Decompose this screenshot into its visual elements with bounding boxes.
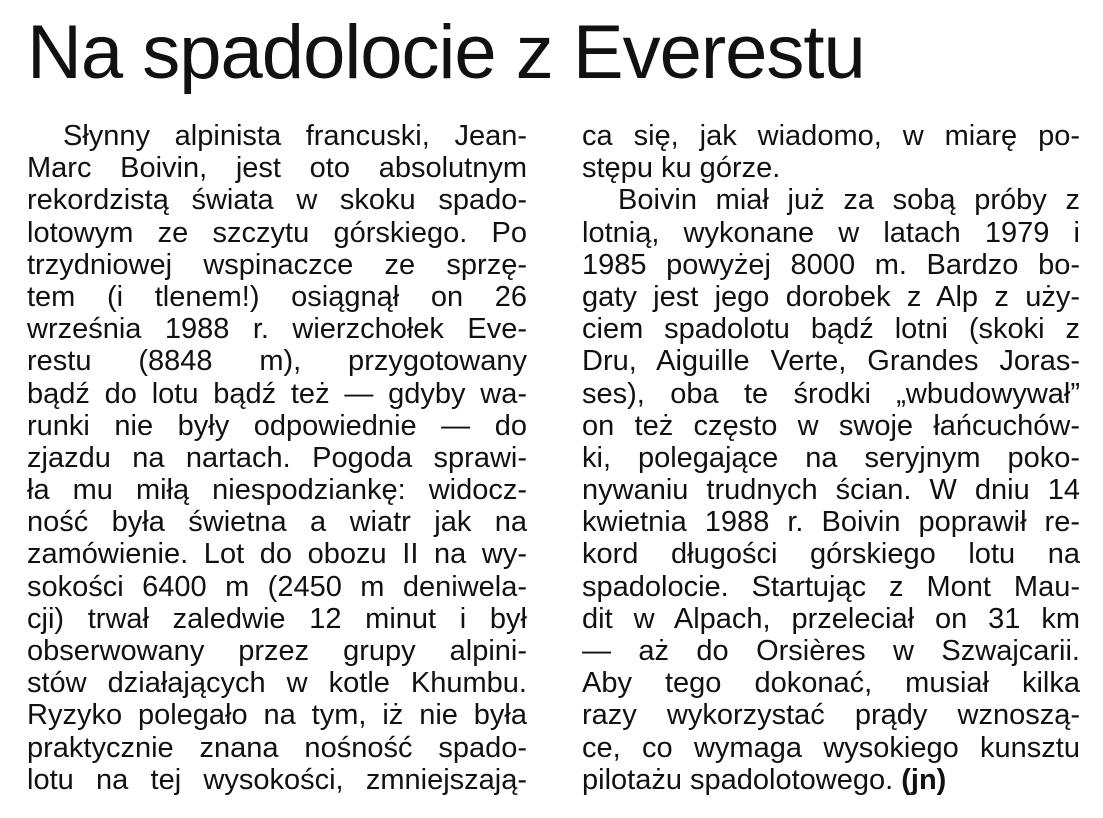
text-line: lotu na tej wysokości, zmniejszają- bbox=[27, 763, 527, 796]
text-line: Boivin miał już za sobą próby z bbox=[618, 184, 1080, 217]
text-line: Słynny alpinista francuski, Jean- bbox=[63, 120, 527, 152]
text-line: stów działających w kotle Khumbu. bbox=[27, 667, 527, 700]
text-line: ność była świetna a wiatr jak na bbox=[27, 506, 527, 539]
text-line: restu (8848 m), przygotowany bbox=[27, 345, 527, 378]
text-line: cji) trwał zaledwie 12 minut i był bbox=[27, 602, 527, 635]
text-line: runki nie były odpowiednie — do bbox=[27, 409, 527, 442]
text-line: ca się, jak wiadomo, w miarę po- bbox=[582, 120, 1080, 152]
text-line: on też często w swoje łańcuchów- bbox=[582, 409, 1080, 442]
text-line: razy wykorzystać prądy wznoszą- bbox=[582, 699, 1080, 732]
text-line: trzydniowej wspinaczce ze sprzę- bbox=[27, 248, 527, 281]
text-line-final bbox=[582, 764, 1080, 796]
author-byline: (jn) bbox=[901, 763, 947, 796]
text-line: ses), oba te środki „wbudowywał” bbox=[582, 377, 1080, 410]
text-line: tem (i tlenem!) osiągnął on 26 bbox=[27, 280, 527, 313]
text-line: ce, co wymaga wysokiego kunsztu bbox=[582, 731, 1080, 764]
text-line: ła mu miłą niespodziankę: widocz- bbox=[27, 474, 527, 507]
text-line: lotnią, wykonane w latach 1979 i bbox=[582, 216, 1080, 249]
text-line: lotowym ze szczytu górskiego. Po bbox=[27, 216, 527, 249]
text-line: Aby tego dokonać, musiał kilka bbox=[582, 667, 1080, 700]
article-headline: Na spadolocie z Everestu bbox=[27, 10, 865, 95]
text-line: Ryzyko polegało na tym, iż nie była bbox=[27, 699, 527, 732]
text-line: rekordzistą świata w skoku spado- bbox=[27, 184, 527, 217]
text-line: gaty jest jego dorobek z Alp z uży- bbox=[582, 280, 1080, 313]
article-column-right bbox=[582, 120, 1080, 796]
text-line: spadolocie. Startując z Mont Mau- bbox=[582, 570, 1080, 603]
text-line: bądź do lotu bądź też — gdyby wa- bbox=[27, 377, 527, 410]
text-line: — aż do Orsières w Szwajcarii. bbox=[582, 635, 1080, 667]
text-line: ciem spadolotu bądź lotni (skoki z bbox=[582, 313, 1080, 346]
text-line: praktycznie znana nośność spado- bbox=[27, 731, 527, 764]
article-column-left bbox=[27, 120, 527, 796]
text-line: dit w Alpach, przeleciał on 31 km bbox=[582, 602, 1080, 635]
text-line: ki, polegające na seryjnym poko- bbox=[582, 441, 1080, 474]
text-line: Dru, Aiguille Verte, Grandes Joras- bbox=[582, 345, 1080, 378]
text-line: kord długości górskiego lotu na bbox=[582, 538, 1080, 571]
text-line: września 1988 r. wierzchołek Eve- bbox=[27, 313, 527, 346]
text-line: 1985 powyżej 8000 m. Bardzo bo- bbox=[582, 248, 1080, 281]
text-line: nywaniu trudnych ścian. W dniu 14 bbox=[582, 474, 1080, 507]
text-line: stępu ku górze. bbox=[582, 152, 781, 185]
text-line: zamówienie. Lot do obozu II na wy- bbox=[27, 538, 527, 571]
text-line: Marc Boivin, jest oto absolutnym bbox=[27, 152, 527, 185]
text-line: zjazdu na nartach. Pogoda sprawi- bbox=[27, 441, 527, 474]
text-line: sokości 6400 m (2450 m deniwela- bbox=[27, 570, 527, 603]
text-line: kwietnia 1988 r. Boivin poprawił re- bbox=[582, 506, 1080, 539]
text-line: obserwowany przez grupy alpini- bbox=[27, 635, 527, 667]
final-sentence: pilotażu spadolotowego. bbox=[582, 763, 894, 796]
